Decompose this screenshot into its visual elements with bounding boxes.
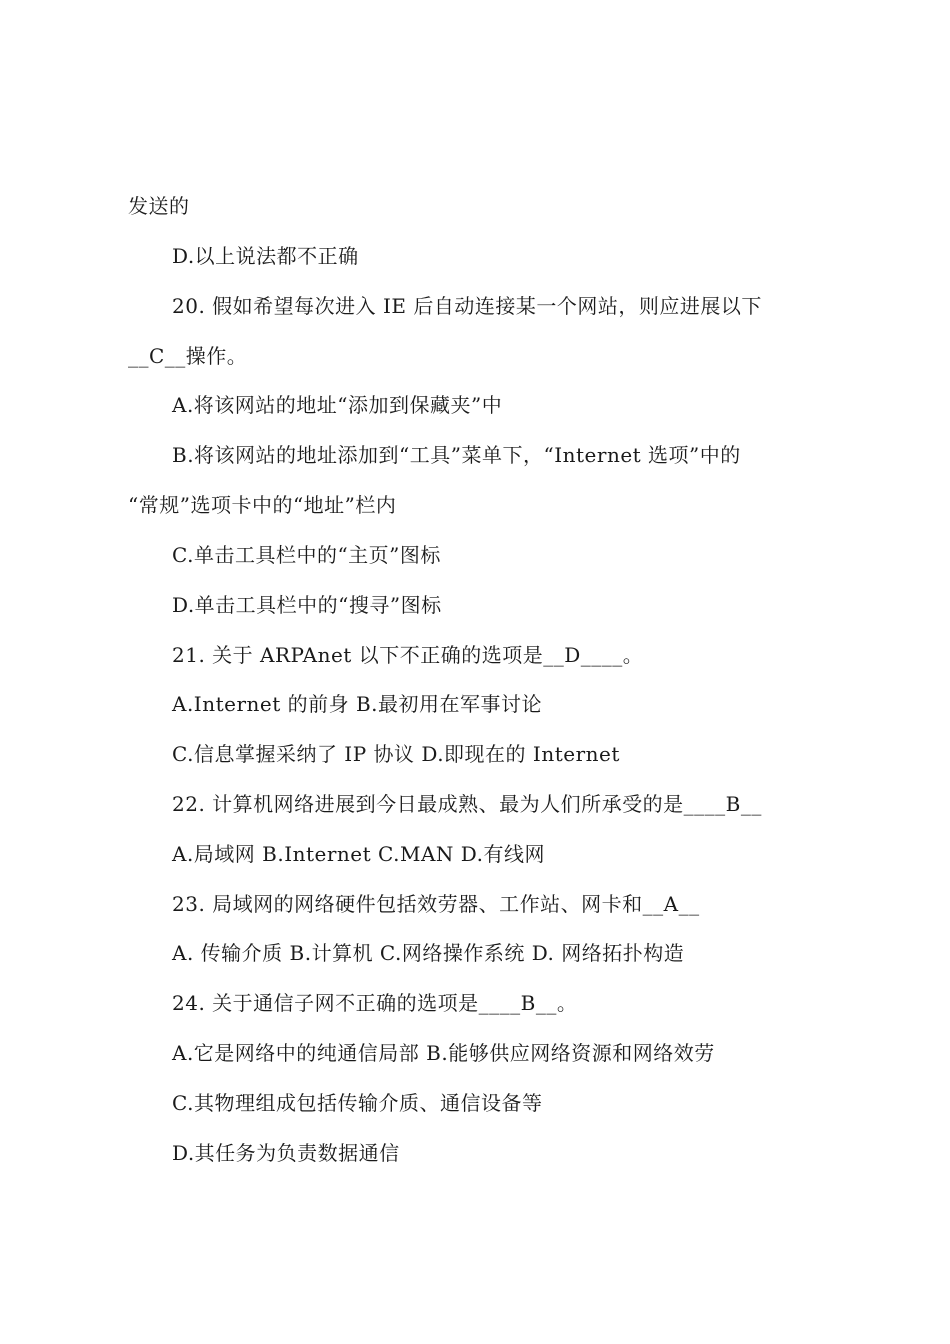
options-cd: C.信息掌握采纳了 IP 协议 D.即现在的 Internet: [172, 742, 620, 766]
option-d: D.单击工具栏中的“搜寻”图标: [172, 593, 442, 617]
question-23: 23. 局域网的网络硬件包括效劳器、工作站、网卡和__A__: [172, 892, 700, 916]
question-21: 21. 关于 ARPAnet 以下不正确的选项是__D____。: [172, 643, 644, 667]
text-line: “常规”选项卡中的“地址”栏内: [128, 493, 397, 517]
question-22: 22. 计算机网络进展到今日最成熟、最为人们所承受的是____B__: [172, 792, 762, 816]
options-abcd: A. 传输介质 B.计算机 C.网络操作系统 D. 网络拓扑构造: [172, 941, 685, 965]
option-c: C.其物理组成包括传输介质、通信设备等: [172, 1091, 543, 1115]
options-abcd: A.局域网 B.Internet C.MAN D.有线网: [172, 842, 545, 866]
option-d: D.其任务为负责数据通信: [172, 1141, 400, 1165]
text-line: 发送的: [128, 194, 190, 218]
question-20: 20. 假如希望每次进入 IE 后自动连接某一个网站，则应进展以下: [172, 294, 762, 318]
question-24: 24. 关于通信子网不正确的选项是____B__。: [172, 991, 578, 1015]
text-line: __C__操作。: [128, 344, 248, 368]
options-ab: A.它是网络中的纯通信局部 B.能够供应网络资源和网络效劳: [172, 1041, 715, 1065]
option-b: B.将该网站的地址添加到“工具”菜单下，“Internet 选项”中的: [172, 443, 741, 467]
text-line: D.以上说法都不正确: [172, 244, 359, 268]
options-ab: A.Internet 的前身 B.最初用在军事讨论: [172, 692, 543, 716]
option-a: A.将该网站的地址“添加到保藏夹”中: [172, 393, 503, 417]
option-c: C.单击工具栏中的“主页”图标: [172, 543, 441, 567]
